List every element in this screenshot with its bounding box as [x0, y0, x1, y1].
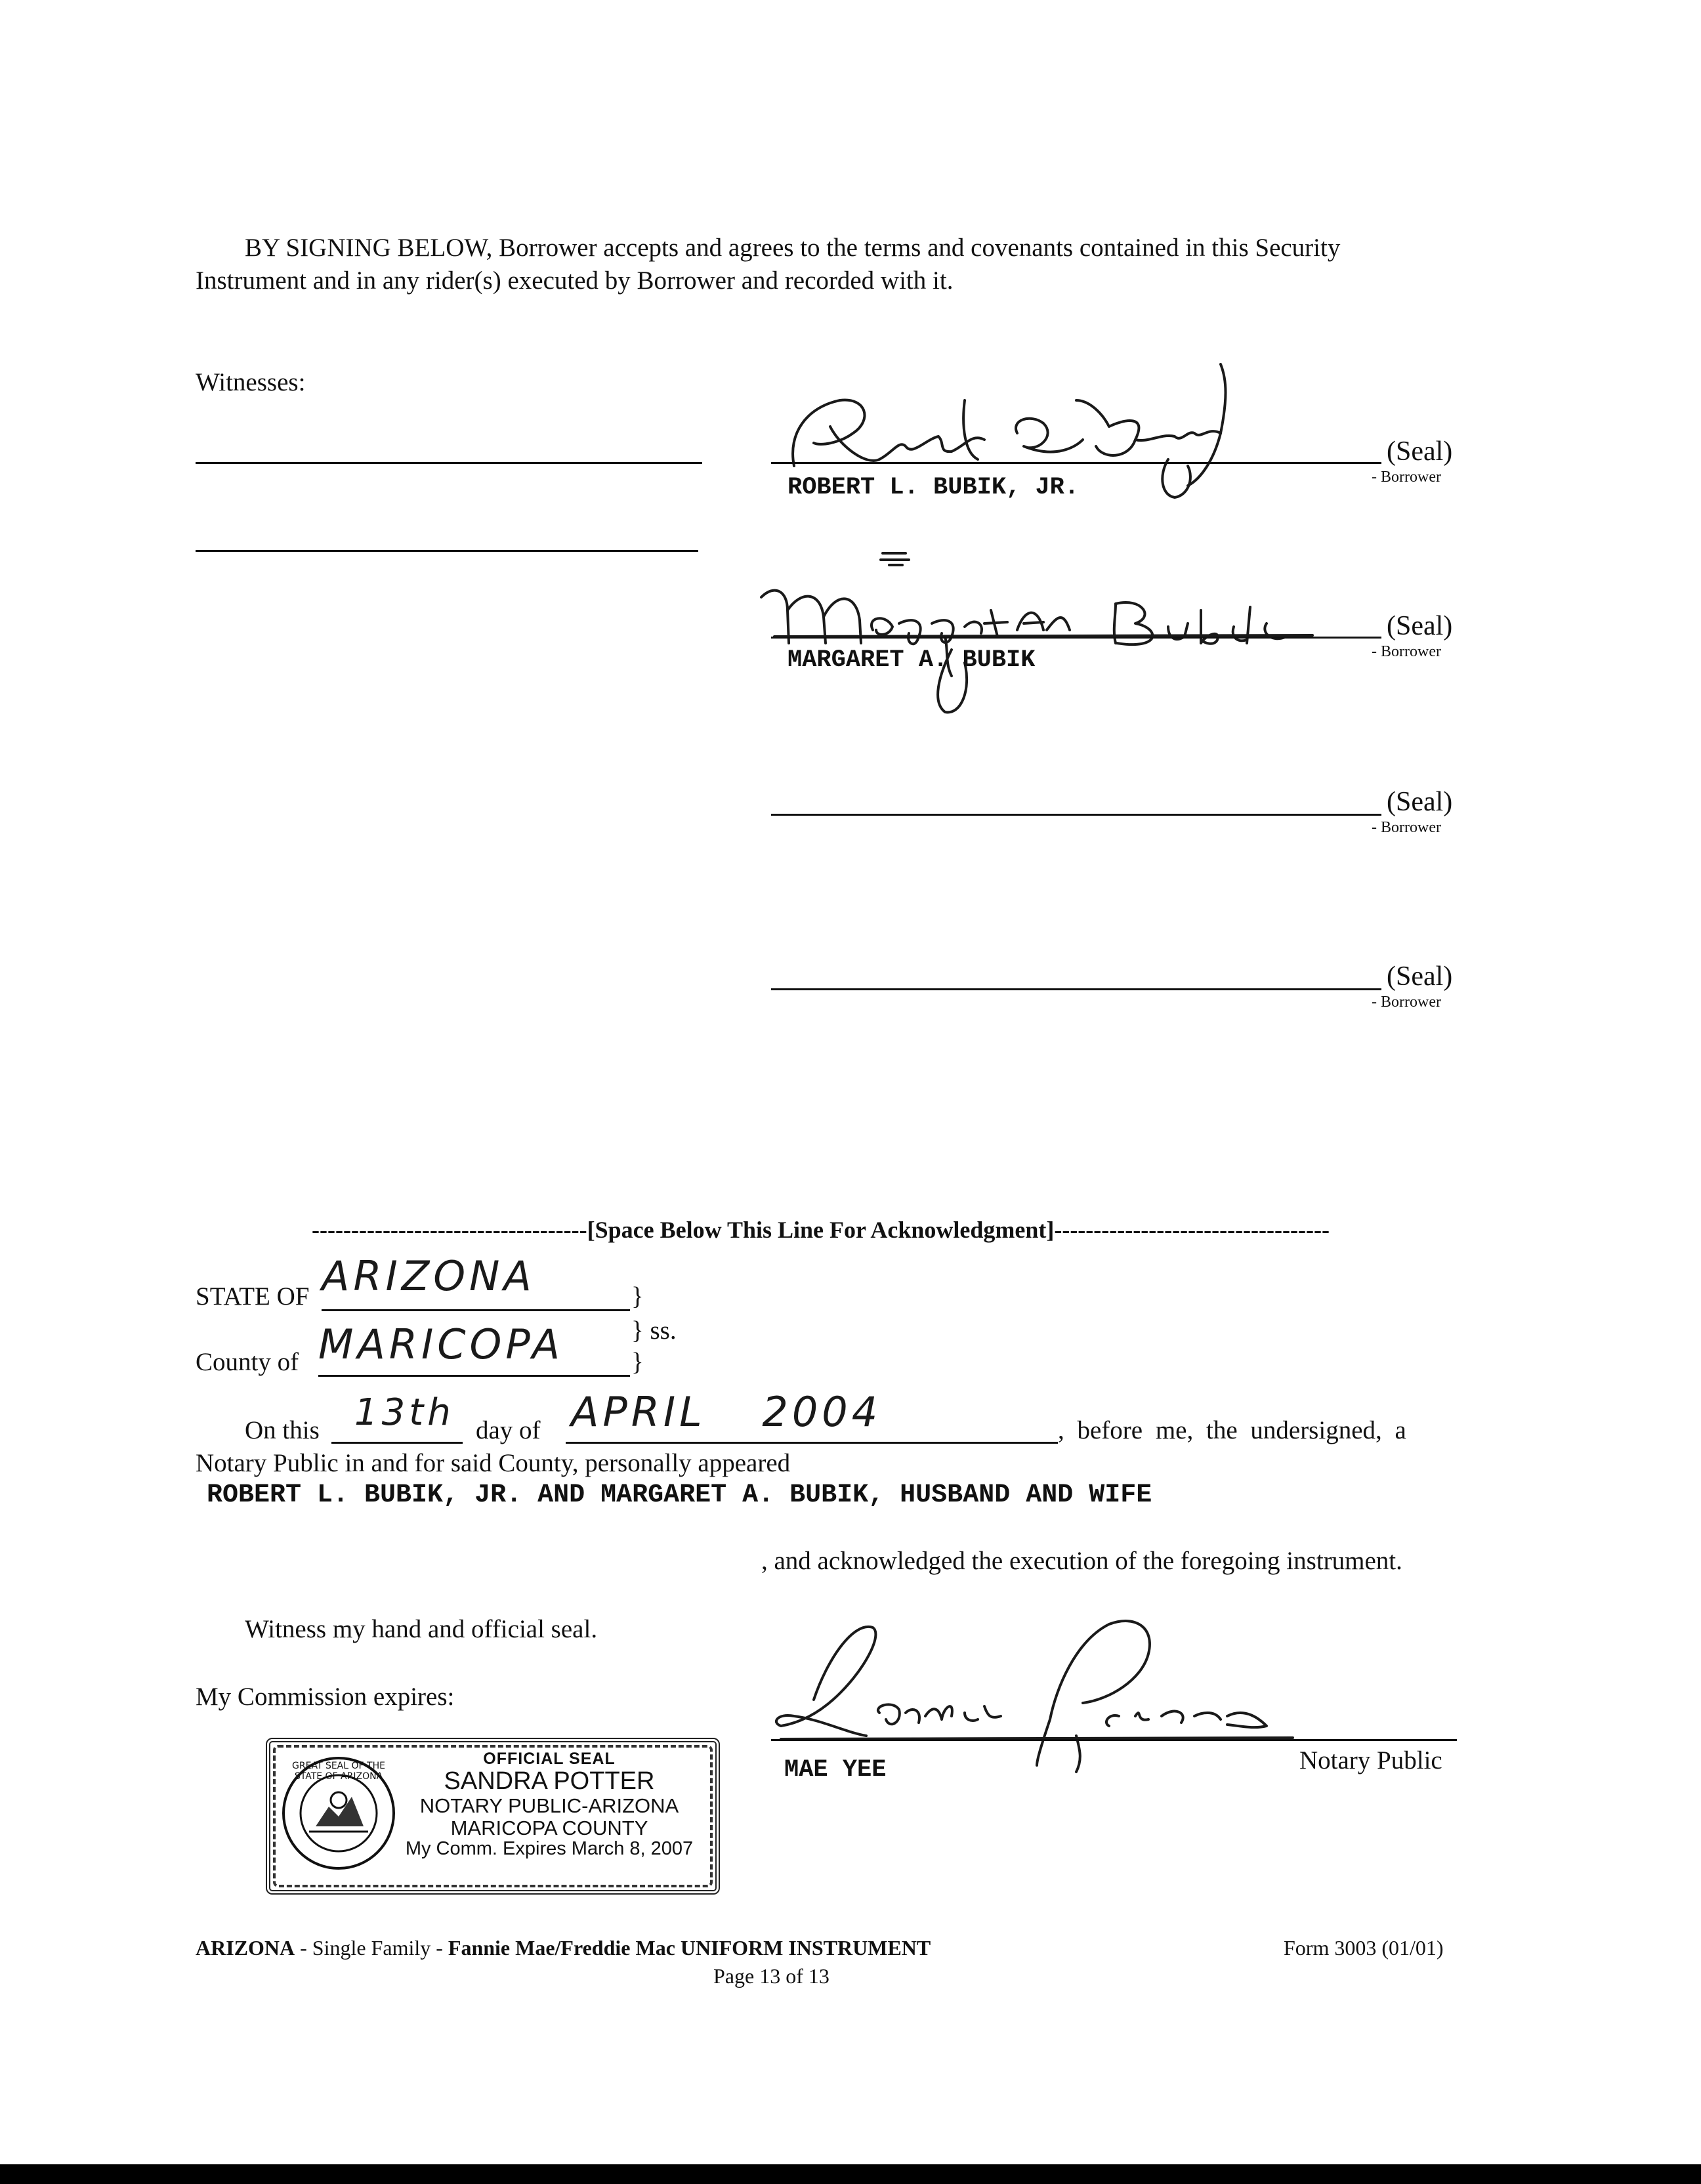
- borrower-1-label: - Borrower: [1372, 469, 1441, 486]
- borrower-2-label: - Borrower: [1372, 643, 1441, 660]
- borrower-4-seal: (Seal): [1387, 961, 1453, 992]
- before-me-text: , before me, the undersigned, a: [1058, 1416, 1406, 1444]
- witness-line-1: [196, 462, 702, 464]
- notary-appeared-text: Notary Public in and for said County, personally appeared: [196, 1449, 791, 1477]
- borrower-1-name: ROBERT L. BUBIK, JR.: [788, 474, 1080, 501]
- borrower-4-signature-line: [771, 988, 1381, 990]
- seal-line-county: MARICOPA COUNTY: [450, 1816, 648, 1839]
- state-label: STATE OF: [196, 1282, 310, 1311]
- seal-line-name: SANDRA POTTER: [444, 1767, 655, 1795]
- commission-expires-label: My Commission expires:: [196, 1683, 455, 1711]
- on-this-label: On this: [245, 1416, 320, 1444]
- county-label: County of: [196, 1348, 299, 1376]
- county-line: [318, 1375, 630, 1377]
- month-year-value: APRIL 2004: [571, 1388, 882, 1436]
- notary-signature: [768, 1608, 1306, 1778]
- notary-public-label: Notary Public: [1299, 1746, 1442, 1774]
- state-brace: }: [631, 1282, 644, 1311]
- county-brace: }: [631, 1348, 644, 1376]
- borrower-3-label: - Borrower: [1372, 819, 1441, 836]
- acknowledged-text: , and acknowledged the execution of the foregoing instrument.: [761, 1547, 1402, 1575]
- day-value: 13th: [354, 1391, 455, 1434]
- borrower-3-signature-line: [771, 814, 1381, 816]
- county-value: MARICOPA: [318, 1320, 564, 1368]
- day-of-label: day of: [476, 1416, 541, 1444]
- notary-typed-name: MAE YEE: [784, 1756, 887, 1784]
- margin-mark: [879, 548, 912, 568]
- notary-signature-line: [771, 1739, 1457, 1741]
- borrower-2-name: MARGARET A. BUBIK: [788, 646, 1036, 674]
- footer-state: ARIZONA: [196, 1936, 295, 1960]
- seal-line-expires: My Comm. Expires March 8, 2007: [405, 1838, 694, 1859]
- month-year-line: [566, 1442, 1058, 1444]
- appearing-parties: ROBERT L. BUBIK, JR. AND MARGARET A. BUBIK, HUSBAND AND WIFE: [207, 1480, 1152, 1510]
- footer-instrument: [196, 1936, 931, 1960]
- footer-uniform: Fannie Mae/Freddie Mac UNIFORM INSTRUMENT: [448, 1936, 931, 1960]
- day-line: [331, 1442, 463, 1444]
- scan-edge-bar: [0, 2164, 1701, 2184]
- borrower-3-seal: (Seal): [1387, 787, 1453, 817]
- state-line: [322, 1309, 630, 1311]
- footer-form-number: Form 3003 (01/01): [1284, 1936, 1444, 1960]
- footer-page-number: Page 13 of 13: [713, 1964, 830, 1988]
- state-value: ARIZONA: [322, 1252, 536, 1300]
- seal-line-notary: NOTARY PUBLIC-ARIZONA: [419, 1794, 679, 1818]
- witness-line-2: [196, 550, 698, 552]
- borrower-1-seal: (Seal): [1387, 436, 1453, 467]
- intro-line-2: Instrument and in any rider(s) executed by Borrower and recorded with it.: [196, 266, 954, 295]
- acknowledgment-divider: -----------------------------------[Space Below This Line For Acknowledgment]-----------------------------------: [312, 1217, 1330, 1243]
- seal-emblem-text: GREAT SEAL OF THE STATE OF ARIZONA: [292, 1761, 385, 1782]
- borrower-4-label: - Borrower: [1372, 994, 1441, 1011]
- seal-line-official: OFFICIAL SEAL: [483, 1750, 616, 1768]
- notary-seal-stamp: [266, 1738, 720, 1895]
- intro-line-1: BY SIGNING BELOW, Borrower accepts and agrees to the terms and covenants contained in this Security: [245, 234, 1341, 262]
- footer-type: - Single Family -: [295, 1936, 448, 1960]
- borrower-2-signature-line: [771, 637, 1381, 639]
- witnesses-label: Witnesses:: [196, 368, 306, 396]
- borrower-1-signature-line: [771, 462, 1381, 464]
- witness-hand-text: Witness my hand and official seal.: [245, 1615, 598, 1643]
- ss-label: } ss.: [631, 1316, 677, 1345]
- borrower-2-seal: (Seal): [1387, 611, 1453, 641]
